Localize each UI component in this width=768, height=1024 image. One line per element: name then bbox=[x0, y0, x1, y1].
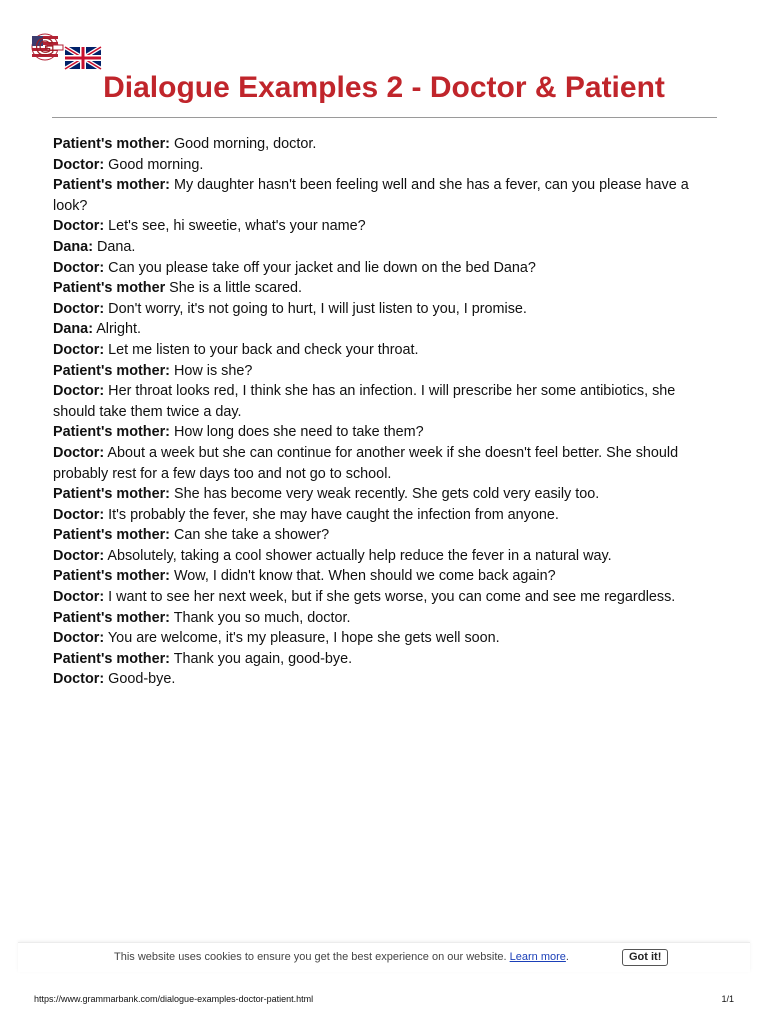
speech-text: Let's see, hi sweetie, what's your name? bbox=[104, 218, 366, 235]
speech-text: It's probably the fever, she may have caught the infection from anyone. bbox=[104, 506, 559, 523]
cookie-message-wrap bbox=[114, 951, 569, 963]
speech-text: Dana. bbox=[92, 238, 136, 255]
cookie-consent-bar bbox=[18, 942, 750, 972]
dialogue-line bbox=[53, 258, 713, 279]
dialogue-body bbox=[53, 134, 713, 690]
dialogue-line bbox=[53, 381, 713, 422]
speaker-label: Doctor: bbox=[53, 259, 105, 276]
speech-text: She has become very weak recently. She gets cold very easily too. bbox=[169, 486, 600, 503]
dialogue-line bbox=[53, 340, 713, 361]
dialogue-line bbox=[53, 134, 713, 155]
cookie-period: . bbox=[565, 951, 569, 963]
speaker-label: Doctor: bbox=[53, 506, 105, 523]
speech-text: Good-bye. bbox=[104, 671, 176, 688]
speaker-label: Dana: bbox=[53, 321, 93, 338]
speaker-label: Doctor: bbox=[53, 156, 105, 173]
speech-text: My daughter hasn't been feeling well and she has a fever, can you please have a look? bbox=[53, 177, 689, 214]
dialogue-line bbox=[53, 669, 713, 690]
dialogue-line bbox=[53, 587, 713, 608]
grammarbank-logo-icon[interactable] bbox=[27, 33, 103, 71]
speaker-label: Patient's mother: bbox=[53, 527, 170, 544]
dialogue-line bbox=[53, 566, 713, 587]
speech-text: About a week but she can continue for another week if she doesn't feel better. She should probably rest for a few days too and not go to school. bbox=[53, 444, 679, 482]
speaker-label: Patient's mother: bbox=[53, 486, 170, 503]
speech-text: Thank you so much, doctor. bbox=[169, 609, 351, 626]
speech-text: Absolutely, taking a cool shower actually help reduce the fever in a natural way. bbox=[104, 547, 612, 564]
speaker-label: Patient's mother: bbox=[53, 424, 170, 441]
dialogue-line bbox=[53, 525, 713, 546]
dialogue-line bbox=[53, 628, 713, 649]
footer-url: https://www.grammarbank.com/dialogue-examples-doctor-patient.html bbox=[34, 994, 314, 1004]
speaker-label: Dana: bbox=[53, 238, 93, 255]
speech-text: Good morning. bbox=[104, 156, 204, 173]
speech-text: How is she? bbox=[169, 362, 253, 379]
cookie-message: This website uses cookies to ensure you get the best experience on our website. bbox=[114, 951, 510, 963]
speech-text: Don't worry, it's not going to hurt, I will just listen to you, I promise. bbox=[104, 300, 527, 317]
dialogue-line bbox=[53, 608, 713, 629]
dialogue-line bbox=[53, 278, 713, 299]
speech-text: Can you please take off your jacket and lie down on the bed Dana? bbox=[104, 259, 536, 276]
title-divider bbox=[52, 117, 717, 118]
speaker-label: Patient's mother: bbox=[53, 609, 170, 626]
speech-text: Alright. bbox=[92, 321, 141, 338]
speech-text: I want to see her next week, but if she gets worse, you can come and see me regardless. bbox=[104, 589, 676, 606]
speech-text: Let me listen to your back and check your throat. bbox=[104, 341, 419, 358]
dialogue-line bbox=[53, 649, 713, 670]
speech-text: Her throat looks red, I think she has an infection. I will prescribe her some antibiotics, she should take them twice a day. bbox=[53, 383, 676, 420]
page-title: Dialogue Examples 2 - Doctor & Patient bbox=[103, 71, 665, 104]
speaker-label: Patient's mother: bbox=[53, 650, 170, 667]
speaker-label: Patient's mother: bbox=[53, 362, 170, 379]
dialogue-line bbox=[53, 155, 713, 176]
dialogue-line bbox=[53, 216, 713, 237]
dialogue-line bbox=[53, 175, 713, 216]
speech-text: She is a little scared. bbox=[165, 280, 302, 297]
speaker-label: Doctor: bbox=[53, 630, 105, 647]
dialogue-line bbox=[53, 484, 713, 505]
speaker-label: Doctor: bbox=[53, 671, 105, 688]
footer-page-number: 1/1 bbox=[721, 994, 734, 1004]
speech-text: Thank you again, good-bye. bbox=[169, 650, 353, 667]
dialogue-line bbox=[53, 319, 713, 340]
speech-text: How long does she need to take them? bbox=[169, 424, 424, 441]
speaker-label: Patient's mother: bbox=[53, 177, 170, 194]
dialogue-line bbox=[53, 443, 713, 484]
dialogue-line bbox=[53, 237, 713, 258]
dialogue-line bbox=[53, 422, 713, 443]
speaker-label: Doctor: bbox=[53, 218, 105, 235]
speech-text: You are welcome, it's my pleasure, I hope she gets well soon. bbox=[104, 630, 500, 647]
got-it-button[interactable]: Got it! bbox=[622, 949, 668, 966]
speaker-label: Doctor: bbox=[53, 589, 105, 606]
speaker-label: Patient's mother bbox=[53, 280, 166, 297]
speaker-label: Doctor: bbox=[53, 444, 105, 461]
dialogue-line bbox=[53, 299, 713, 320]
speech-text: Wow, I didn't know that. When should we come back again? bbox=[169, 568, 556, 585]
speaker-label: Doctor: bbox=[53, 341, 105, 358]
dialogue-line bbox=[53, 361, 713, 382]
speaker-label: Patient's mother: bbox=[53, 568, 170, 585]
speech-text: Good morning, doctor. bbox=[169, 136, 317, 152]
learn-more-link[interactable]: Learn more bbox=[509, 951, 566, 963]
speaker-label: Doctor: bbox=[53, 547, 105, 564]
dialogue-line bbox=[53, 546, 713, 567]
speaker-label: Patient's mother: bbox=[53, 136, 170, 152]
dialogue-line bbox=[53, 505, 713, 526]
speaker-label: Doctor: bbox=[53, 383, 105, 400]
speech-text: Can she take a shower? bbox=[169, 527, 330, 544]
speaker-label: Doctor: bbox=[53, 300, 105, 317]
svg-text:G: G bbox=[35, 34, 55, 61]
